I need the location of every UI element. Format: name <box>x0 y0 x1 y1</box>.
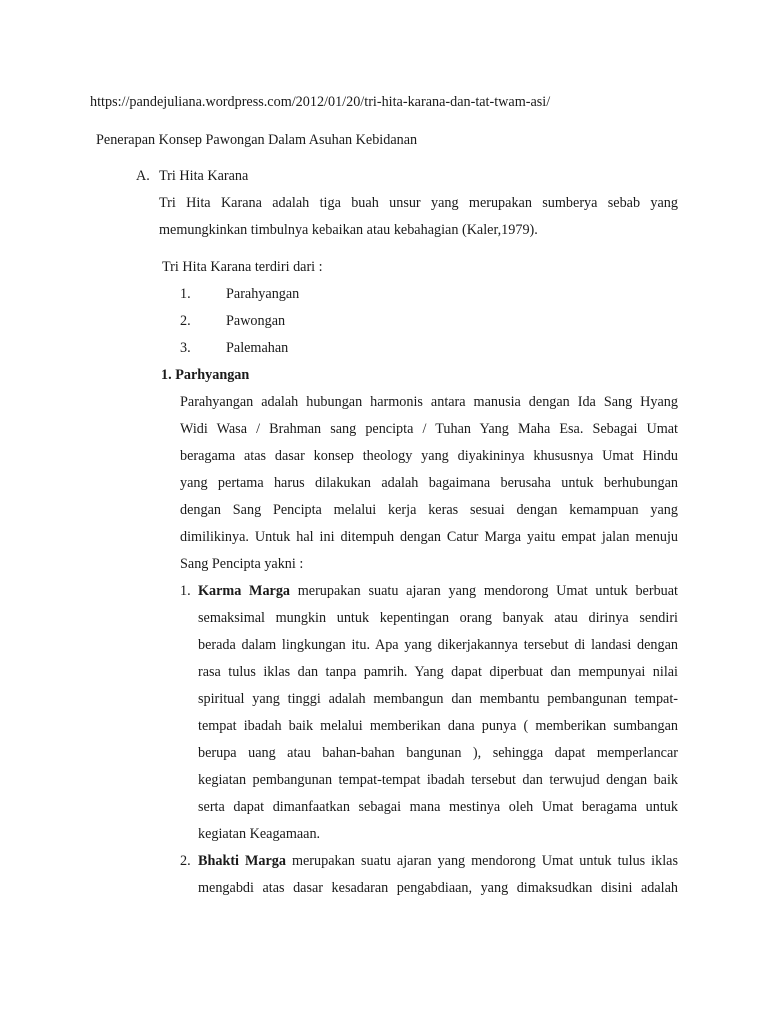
parhyangan-line: beragama atas dasar konsep theology yang diyakininya khususnya Umat Hindu <box>180 448 678 464</box>
section-a-marker: A. <box>136 168 150 184</box>
document-title: Penerapan Konsep Pawongan Dalam Asuhan Kebidanan <box>96 132 418 148</box>
parhyangan-line: Sang Pencipta yakni : <box>180 556 304 572</box>
marga-first-line <box>198 852 678 870</box>
marga-term: Karma Marga <box>198 583 291 599</box>
marga-line: semaksimal mungkin untuk kepentingan orang banyak atau dirinya sendiri <box>198 610 678 626</box>
marga-line: berupa uang atau bahan-bahan bangunan ), sehingga dapat memperlancar <box>198 745 678 761</box>
list-item: Palemahan <box>226 340 289 356</box>
source-url: https://pandejuliana.wordpress.com/2012/01/20/tri-hita-karana-dan-tat-twam-asi/ <box>90 94 551 110</box>
parhyangan-heading: 1. Parhyangan <box>161 367 250 383</box>
list-number: 1. <box>180 286 191 302</box>
list-item: Parahyangan <box>226 286 300 302</box>
section-a-para-line: Tri Hita Karana adalah tiga buah unsur yang merupakan sumberya sebab yang <box>159 195 678 211</box>
marga-first-line-text: merupakan suatu ajaran yang mendorong Umat untuk tulus iklas <box>285 853 678 869</box>
parhyangan-line: dengan Sang Pencipta melalui kerja keras sesuai dengan kemampuan yang <box>180 502 678 518</box>
parhyangan-line: dimilikinya. Untuk hal ini ditempuh dengan Catur Marga yaitu empat jalan menuju <box>180 529 678 545</box>
marga-line: kegiatan Keagamaan. <box>198 826 321 842</box>
marga-first-line <box>198 582 678 600</box>
parhyangan-line: Widi Wasa / Brahman sang pencipta / Tuhan Yang Maha Esa. Sebagai Umat <box>180 421 678 437</box>
marga-line: kegiatan pembangunan tempat-tempat ibadah tersebut dan terwujud dengan baik <box>198 772 678 788</box>
marga-line: serta dapat dimanfaatkan sebagai mana mestinya oleh Umat beragama untuk <box>198 799 678 815</box>
marga-number: 2. <box>180 853 191 869</box>
list-item: Pawongan <box>226 313 286 329</box>
marga-number: 1. <box>180 583 191 599</box>
marga-line: spiritual yang tinggi adalah membangun dan membantu pembangunan tempat- <box>198 691 678 707</box>
marga-line: mengabdi atas dasar kesadaran pengabdiaan, yang dimaksudkan disini adalah <box>198 880 678 896</box>
marga-first-line-text: merupakan suatu ajaran yang mendorong Umat untuk berbuat <box>290 583 678 599</box>
consists-label: Tri Hita Karana terdiri dari : <box>162 259 323 275</box>
marga-line: tempat ibadah baik melalui memberikan dana punya ( memberikan sumbangan <box>198 718 678 734</box>
list-number: 3. <box>180 340 191 356</box>
section-a-para-line: memungkinkan timbulnya kebaikan atau kebahagian (Kaler,1979). <box>159 222 538 238</box>
marga-line: rasa tulus iklas dan tanpa pamrih. Yang dapat diperbuat dan mempunyai nilai <box>198 664 678 680</box>
marga-term: Bhakti Marga <box>198 853 286 869</box>
parhyangan-line: yang pertama harus dilakukan adalah bagaimana berusaha untuk berhubungan <box>180 475 678 491</box>
marga-line: berada dalam lingkungan itu. Apa yang dikerjakannya tersebut di landasi dengan <box>198 637 678 653</box>
section-a-heading: Tri Hita Karana <box>159 168 249 184</box>
parhyangan-line: Parahyangan adalah hubungan harmonis antara manusia dengan Ida Sang Hyang <box>180 394 678 410</box>
list-number: 2. <box>180 313 191 329</box>
